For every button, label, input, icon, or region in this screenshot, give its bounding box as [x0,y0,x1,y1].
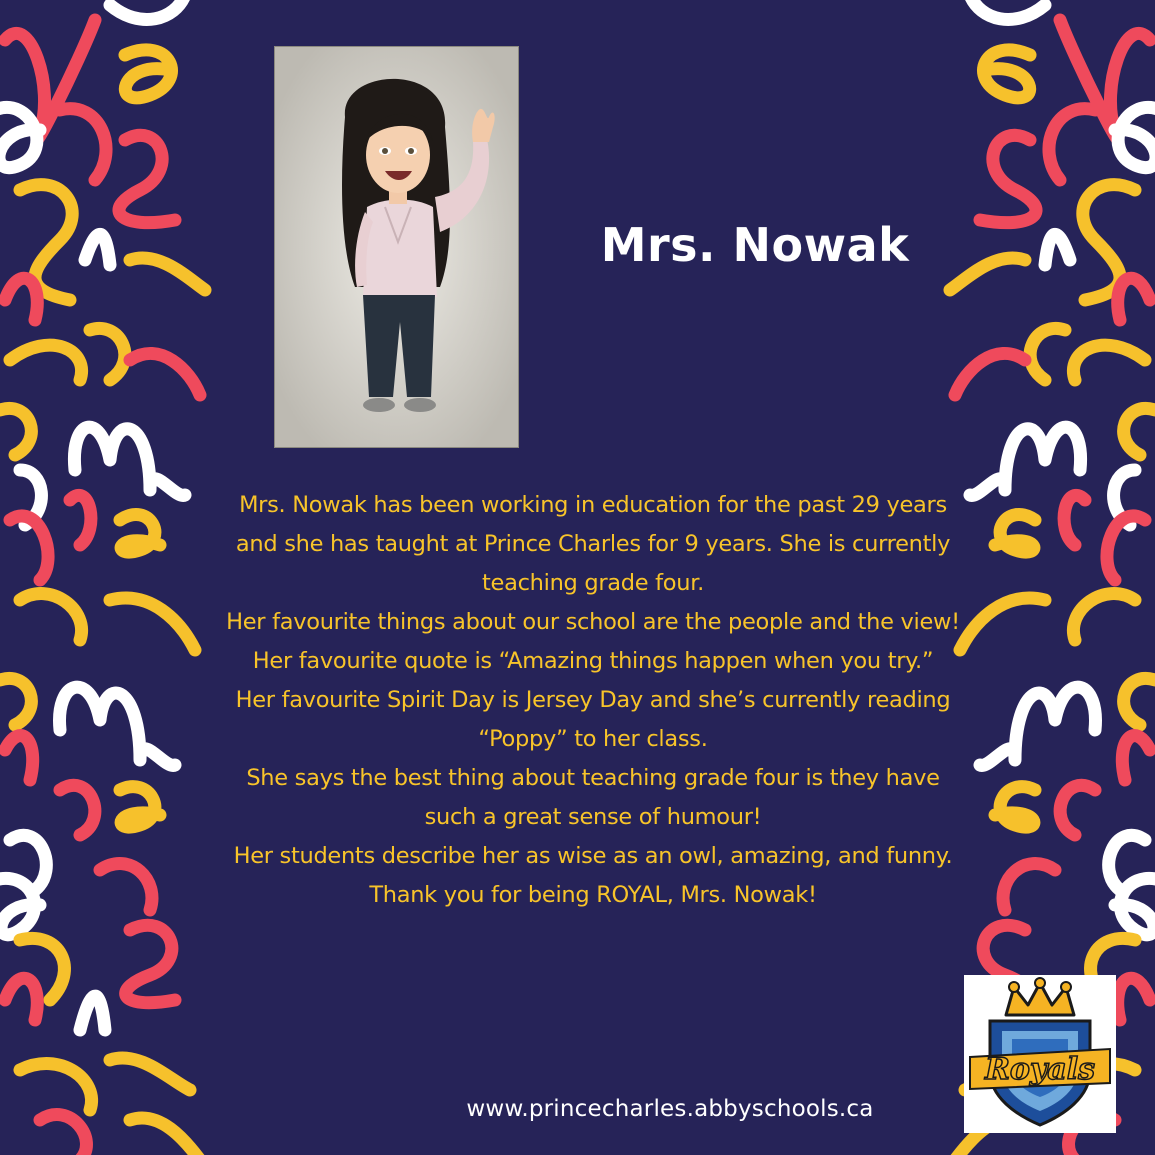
bio-line: She says the best thing about teaching grade four is they have such a great sense of humour! [246,765,940,830]
logo-wordmark: Royals [984,1052,1096,1087]
teacher-avatar-photo [274,46,519,448]
bio-line: Thank you for being ROYAL, Mrs. Nowak! [369,882,817,908]
squiggle-border-left [0,0,215,1155]
bio-line: Her students describe her as wise as an owl, amazing, and funny. [233,843,953,869]
teacher-name-title: Mrs. Nowak [600,218,910,272]
school-website-text: www.princecharles.abbyschools.ca [466,1096,874,1122]
teacher-bio [222,486,964,915]
royals-crest-icon [964,975,1116,1133]
bio-line: Her favourite quote is “Amazing things happen when you try.” [252,648,934,674]
bio-line: Her favourite Spirit Day is Jersey Day and she’s currently reading “Poppy” to her class. [235,687,951,752]
bio-line: Mrs. Nowak has been working in education for the past 29 years and she has taught at Prince Charles for 9 years. She is currently teaching grade four. [235,492,951,596]
avatar-illustration [275,47,518,447]
royals-logo [964,975,1116,1133]
bio-line: Her favourite things about our school are the people and the view! [226,609,960,635]
